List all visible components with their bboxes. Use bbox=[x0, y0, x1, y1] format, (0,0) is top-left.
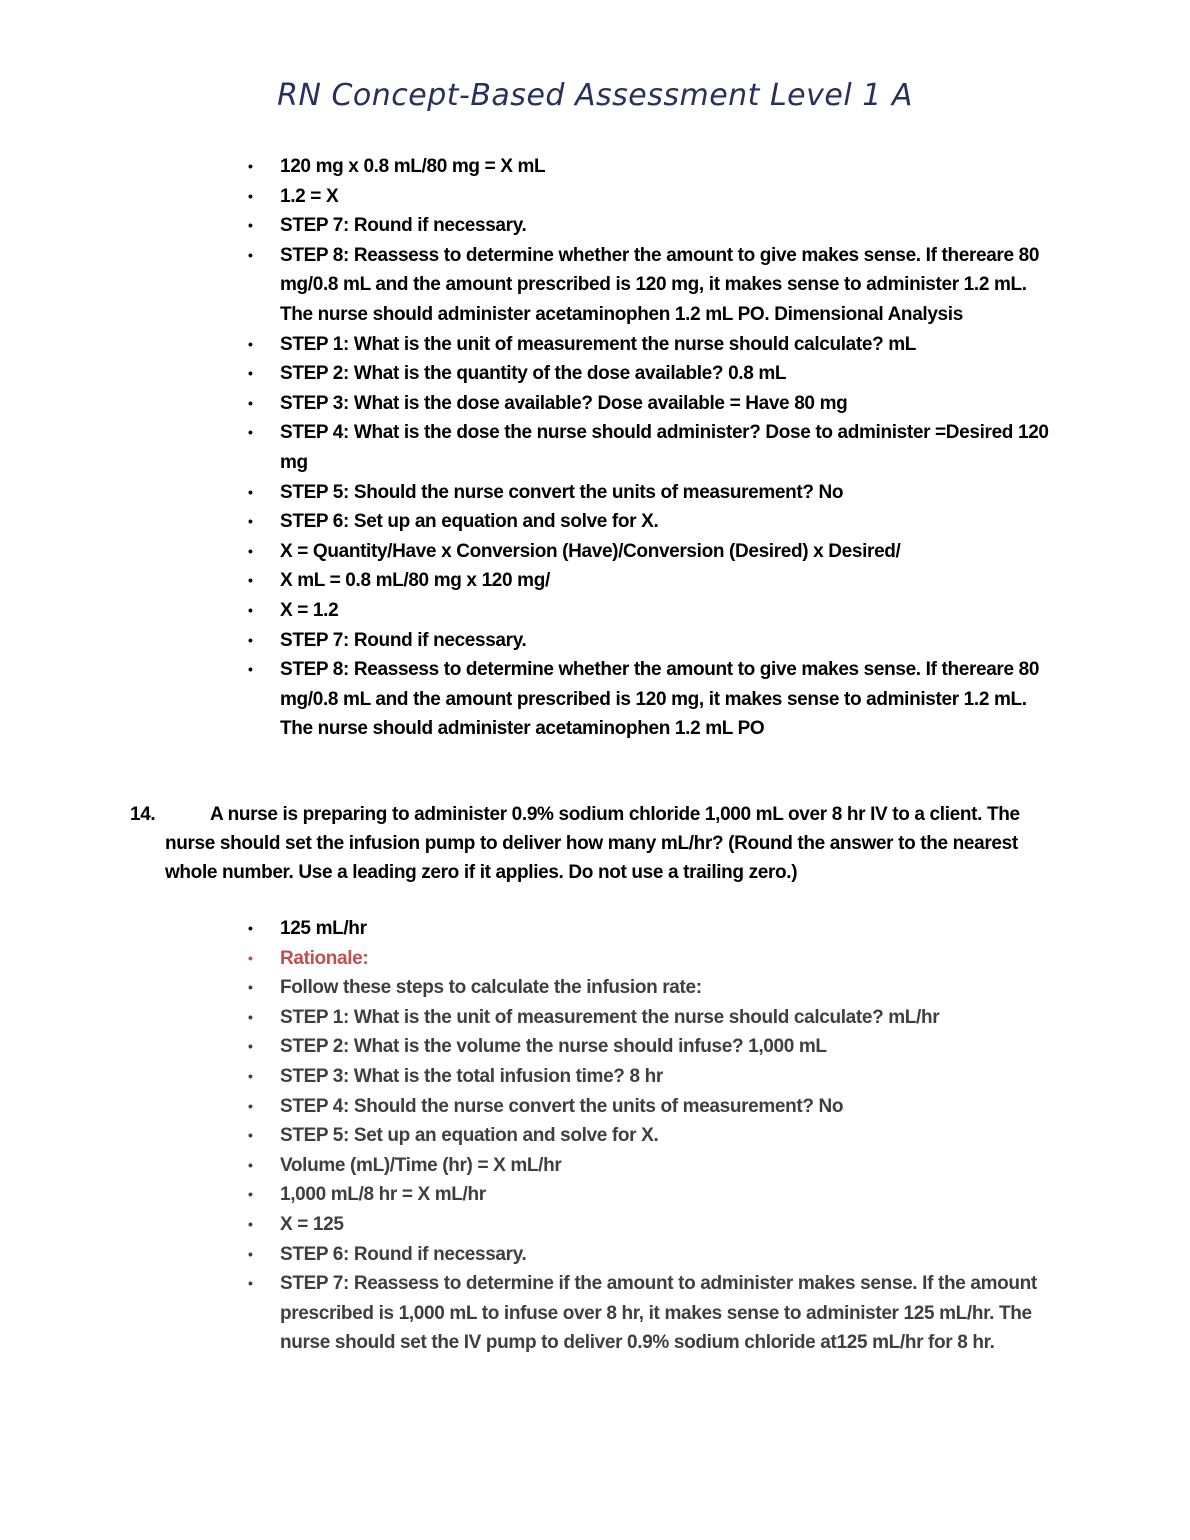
continued-rationale bbox=[0, 152, 1190, 744]
list-item: • Follow these steps to calculate the infusion rate: bbox=[0, 973, 1190, 1003]
list-item: • X = 1.2 bbox=[0, 596, 1190, 626]
list-item: • STEP 4: Should the nurse convert the units of measurement? No bbox=[0, 1092, 1190, 1122]
answer-list bbox=[0, 914, 1190, 973]
bullet-icon: • bbox=[248, 424, 253, 441]
bullet-icon: • bbox=[248, 217, 253, 234]
rationale-label: • Rationale: bbox=[0, 944, 1190, 974]
question-number: 14. bbox=[130, 804, 156, 825]
list-item: • X = 125 bbox=[0, 1210, 1190, 1240]
list-item: • STEP 2: What is the quantity of the dose available? 0.8 mL bbox=[0, 359, 1190, 389]
list-item: • STEP 1: What is the unit of measurement the nurse should calculate? mL/hr bbox=[0, 1003, 1190, 1033]
list-item: • STEP 8: Reassess to determine whether the amount to give makes sense. If thereare 80 mg/0.8 mL and the amount prescribed is 120 mg, it makes sense to administer 1.2 mL. The nurse should administer acetaminophen 1.2 mL PO. Dimensional Analysis bbox=[0, 241, 1190, 330]
bullet-icon: • bbox=[248, 1067, 253, 1084]
list-item: • STEP 7: Round if necessary. bbox=[0, 211, 1190, 241]
list-item: • STEP 7: Round if necessary. bbox=[0, 626, 1190, 656]
list-item: • STEP 5: Should the nurse convert the units of measurement? No bbox=[0, 478, 1190, 508]
bullet-icon: • bbox=[248, 1215, 253, 1232]
list-item: • 1,000 mL/8 hr = X mL/hr bbox=[0, 1180, 1190, 1210]
list-item: • STEP 5: Set up an equation and solve for X. bbox=[0, 1121, 1190, 1151]
rationale-list bbox=[0, 973, 1190, 1358]
bullet-icon: • bbox=[248, 979, 253, 996]
bullet-icon: • bbox=[248, 542, 253, 559]
bullet-icon: • bbox=[248, 631, 253, 648]
list-item: • STEP 3: What is the dose available? Dose available = Have 80 mg bbox=[0, 389, 1190, 419]
bullet-icon: • bbox=[248, 1186, 253, 1203]
bullet-icon: • bbox=[248, 365, 253, 382]
question-14 bbox=[130, 800, 1030, 887]
list-item: • STEP 8: Reassess to determine whether the amount to give makes sense. If thereare 80 mg/0.8 mL and the amount prescribed is 120 mg, it makes sense to administer 1.2 mL. The nurse should administer acetaminophen 1.2 mL PO bbox=[0, 655, 1190, 744]
bullet-icon: • bbox=[248, 1275, 253, 1292]
list-item: • 1.2 = X bbox=[0, 182, 1190, 212]
bullet-icon: • bbox=[248, 949, 253, 966]
bullet-icon: • bbox=[248, 1156, 253, 1173]
bullet-icon: • bbox=[248, 394, 253, 411]
list-item: • STEP 4: What is the dose the nurse should administer? Dose to administer =Desired 120 mg bbox=[0, 418, 1190, 477]
bullet-icon: • bbox=[248, 572, 253, 589]
bullet-icon: • bbox=[248, 246, 253, 263]
list-item: • STEP 1: What is the unit of measurement the nurse should calculate? mL bbox=[0, 330, 1190, 360]
bullet-icon: • bbox=[248, 158, 253, 174]
list-item: • X = Quantity/Have x Conversion (Have)/Conversion (Desired) x Desired/ bbox=[0, 537, 1190, 567]
bullet-icon: • bbox=[248, 513, 253, 530]
bullet-icon: • bbox=[248, 1008, 253, 1025]
bullet-icon: • bbox=[248, 1245, 253, 1262]
bullet-icon: • bbox=[248, 601, 253, 618]
list-item: • Volume (mL)/Time (hr) = X mL/hr bbox=[0, 1151, 1190, 1181]
list-item: • STEP 3: What is the total infusion time? 8 hr bbox=[0, 1062, 1190, 1092]
question-text: A nurse is preparing to administer 0.9% sodium chloride 1,000 mL over 8 hr IV to a client. The nurse should set the infusion pump to deliver how many mL/hr? (Round the answer to the nearest whole number. Use a leading zero if it applies. Do not use a trailing zero.) bbox=[165, 804, 1020, 883]
list-item: • X mL = 0.8 mL/80 mg x 120 mg/ bbox=[0, 566, 1190, 596]
bullet-icon: • bbox=[248, 335, 253, 352]
question-14-answer-section bbox=[0, 914, 1190, 1358]
bullet-icon: • bbox=[248, 483, 253, 500]
list-item: • STEP 6: Set up an equation and solve for X. bbox=[0, 507, 1190, 537]
bullet-icon: • bbox=[248, 187, 253, 204]
list-item: • STEP 2: What is the volume the nurse should infuse? 1,000 mL bbox=[0, 1032, 1190, 1062]
document-title: RN Concept-Based Assessment Level 1 A bbox=[277, 78, 913, 113]
list-item: • STEP 7: Reassess to determine if the amount to administer makes sense. If the amount prescribed is 1,000 mL to infuse over 8 hr, it makes sense to administer 125 mL/hr. The nurse should set the IV pump to deliver 0.9% sodium chloride at125 mL/hr for 8 hr. bbox=[0, 1269, 1190, 1358]
list-item: • 120 mg x 0.8 mL/80 mg = X mL bbox=[0, 152, 1190, 182]
bullet-icon: • bbox=[248, 1127, 253, 1144]
bullet-icon: • bbox=[248, 920, 253, 936]
answer-item: • 125 mL/hr bbox=[0, 914, 1190, 944]
bullet-icon: • bbox=[248, 1097, 253, 1114]
bullet-icon: • bbox=[248, 661, 253, 678]
continued-rationale-list bbox=[0, 152, 1190, 744]
list-item: • STEP 6: Round if necessary. bbox=[0, 1240, 1190, 1270]
bullet-icon: • bbox=[248, 1038, 253, 1055]
